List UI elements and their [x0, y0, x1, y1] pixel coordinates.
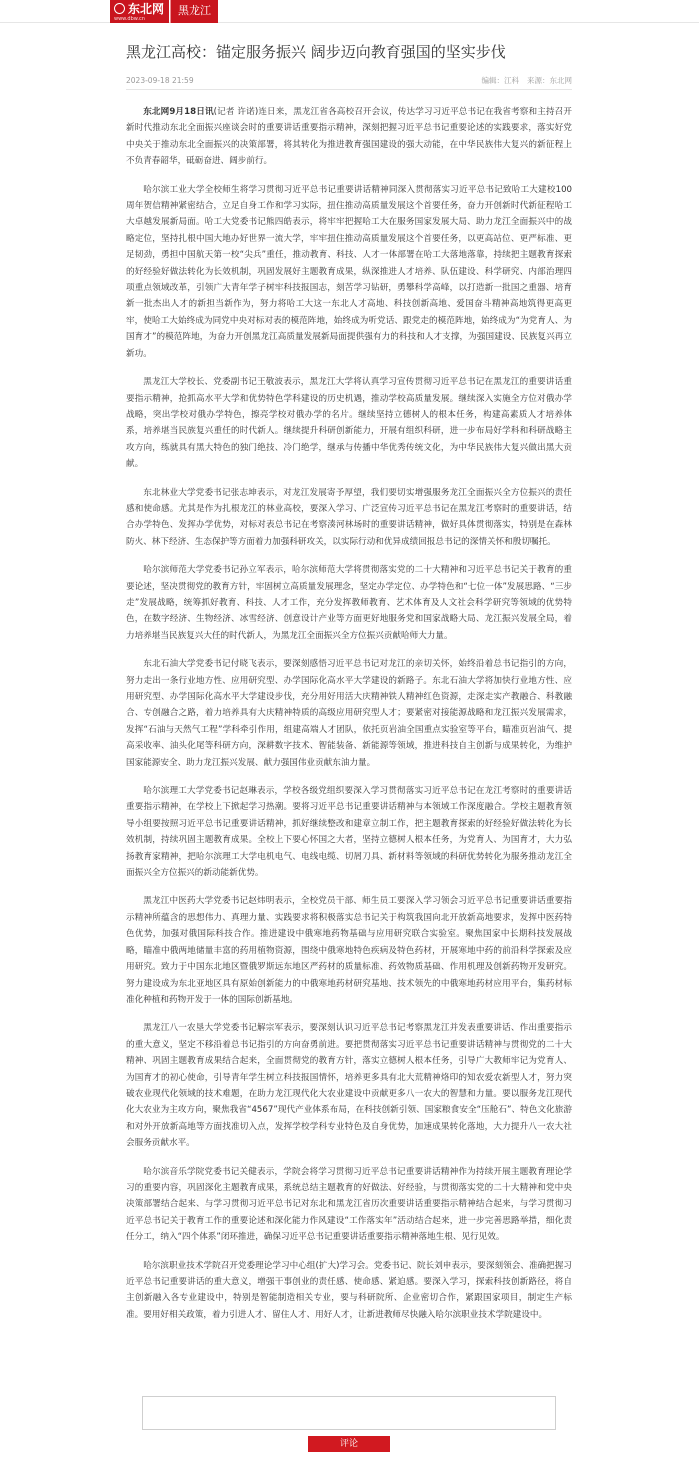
paragraph-text: (记者 许诺)连日来，黑龙江省各高校召开会议，传达学习习近平总书记在我省考察和主持召开新时代推动东北全面振兴座谈会时的重要讲话重要指示精神，深刻把握习近平总书记重要论述的实践要求，落实好党中央关于推动东北全面振兴的决策部署，将其转化为推进教育强国建设的强大动能，在中华民族伟大复兴的新征程上不负青春韶华，砥砺奋进、阔步前行。 — [126, 107, 572, 167]
article-paragraph: 东北林业大学党委书记张志坤表示，对龙江发展寄予厚望，我们要切实增强服务龙江全面振兴全方位振兴的责任感和使命感。尤其是作为扎根龙江的林业高校，要深入学习、广泛宣传习近平总书记在黑龙江考察时的重要讲话，结合办学特色、发挥办学优势，对标对表总书记在考察湊河林场时的重要讲话精神，做好具体贯彻落实，特别是在森林防火、林下经济、生态保护等方面着力加强科研攻关，以实际行动和优异成绩回报总书记的深情关怀和殷切嘱托。 — [126, 487, 572, 547]
channel-tab-heilongjiang[interactable]: 黑龙江 — [170, 0, 218, 23]
comment-submit-button[interactable]: 评论 — [308, 1436, 390, 1452]
dateline: 东北网9月18日讯 — [143, 107, 214, 117]
comment-input[interactable] — [142, 1396, 556, 1430]
article-paragraph: 哈尔滨工业大学全校师生将学习贯彻习近平总书记重要讲话精神同深入贯彻落实习近平总书记致哈工大建校100周年贺信精神紧密结合，立足自身工作和学习实际，扭住推动高质量发展这个首要任务，奋力开创新时代新征程哈工大卓越发展新局面。哈工大党委书记熊四皓表示，将牢牢把握哈工大在服务国家发展大局、助力龙江全面振兴中的战略定位，坚持扎根中国大地办好世界一流大学，牢牢扭住推动高质量发展这个首要任务，以更高站位、更严标准、更足韧劲，勇担中国航天第一校“尖兵”重任，推动教育、科技、人才一体部署在哈工大落地落靠，持续把主题教育探索的好经验好做法转化为长效机制，巩固发展好主题教育成果，纵深推进人才培养、队伍建设、科学研究、内部治理四项重点领域改革，引领广大青年学子树牢科技报国志，刻苦学习钻研，勇攀科学高峰，以打造新一批国之重器、培育新一批杰出人才的新担当新作为，努力将哈工大这一东北人才高地、科技创新高地、爱国奋斗精神高地筑得更高更牢，使哈工大始终成为同党中央对标对表的模范阵地，始终成为听党话、跟党走的模范阵地，始终成为“为党育人、为国育才”的模范阵地，为奋力开创黑龙江高质量发展新局面提供强有力的科技和人才支撑，为强国建设、民族复兴再立新功。 — [126, 184, 572, 359]
logo-text: 东北网 — [128, 2, 165, 16]
article-title: 黑龙江高校：锚定服务振兴 阔步迈向教育强国的坚实步伐 — [126, 43, 506, 61]
article-meta — [126, 72, 572, 90]
article — [126, 40, 572, 1335]
article-paragraph: 黑龙江大学校长、党委副书记王敬波表示，黑龙江大学将认真学习宣传贯彻习近平总书记在黑龙江的重要讲话重要指示精神，抢抓高水平大学和优势特色学科建设的历史机遇，推动学校高质量发展。继续深入实施全方位对俄办学战略，突出学校对俄办学特色，擦亮学校对俄办学的名片。继续坚持立德树人的根本任务，构建高素质人才培养体系，培养堪当民族复兴重任的时代新人。继续提升科研创新能力，开展有组织科研，进一步布局好学科和科研战略主攻方向，练就具有黑大特色的独门绝技、冷门绝学，继承与传播中华优秀传统文化，为中华民族伟大复兴做出黑大贡献。 — [126, 377, 572, 470]
publish-datetime: 2023-09-18 21:59 — [126, 76, 194, 85]
globe-icon — [114, 3, 125, 14]
article-paragraph: 哈尔滨理工大学党委书记赵琳表示，学校各级党组织要深入学习贯彻落实习近平总书记在龙江考察时的重要讲话重要指示精神，在学校上下掀起学习热潮。要将习近平总书记重要讲话精神与本领域工作深度融合。学校主题教育领导小组要按照习近平总书记重要讲话精神，抓好继续整改和建章立制工作，把主题教育探索的好经验好做法转化为长效机制，持续巩固主题教育成果。全校上下要心怀国之大者，坚持立德树人根本任务，为党育人、为国育才，大力弘扬教育家精神，把哈尔滨理工大学电机电气、电线电缆、切屑刀具、新材料等领域的科研优势转化为服务推动龙江全面振兴全方位振兴的新动能新优势。 — [126, 786, 572, 879]
article-paragraph — [126, 104, 572, 170]
article-paragraph: 哈尔滨职业技术学院召开党委理论学习中心组(扩大)学习会。党委书记、院长刘申表示，要深刻领会、准确把握习近平总书记重要讲话的重大意义，增强干事创业的责任感、使命感、紧迫感。要深入学习，探索科技创新路径，将自主创新融入各专业建设中，特别是智能制造相关专业，要与科研院所、企业密切合作，紧跟国家项目，制定生产标准。要用好相关政策，着力引进人才、留住人才、用好人才，让新进教师尽快融入哈尔滨职业技术学院建设中。 — [126, 1260, 572, 1320]
article-body — [126, 104, 572, 1323]
meta-right — [482, 72, 573, 90]
top-bar — [0, 0, 699, 23]
site-logo[interactable] — [110, 0, 169, 23]
source-label: 来源：东北网 — [527, 76, 572, 85]
editor-label: 编辑：江科 — [481, 76, 519, 85]
article-paragraph: 黑龙江中医药大学党委书记赵炜明表示，全校党员干部、师生员工要深入学习领会习近平总书记重要讲话重要指示精神所蕴含的思想伟力、真理力量、实践要求将积极落实总书记关于构筑我国向北开放新高地要求，发挥中医药特色优势，加强对俄国际科技合作。推进建设中俄寒地药物基础与应用研究联合实验室。聚焦国家中长期科技发展战略，瞄准中俄两地储量丰富的药用植物资源，围绕中俄寒地特色疾病及特色药材，开展寒地中药的前沿科学探索及应用研究。致力于中国东北地区暨俄罗斯远东地区严药材的质量标准、药效物质基础、作用机理及创新药物开发研究。努力建设成为东北亚地区具有原始创新能力的中俄寒地药材研究基地、技术领先的中俄寒地药材应用平台，集药材标准化种植和药物开发于一体的国际创新基地。 — [126, 896, 572, 1005]
article-paragraph: 哈尔滨师范大学党委书记孙立军表示，哈尔滨师范大学将贯彻落实党的二十大精神和习近平总书记关于教育的重要论述，坚决贯彻党的教育方针，牢固树立高质量发展理念，坚定办学定位、办学特色和“七位一体”发展思路、“三步走”发展战略，统筹抓好教育、科技、人才工作，充分发挥教师教育、艺术体育及人文社会科学研究等领域的优势特色，在数字经济、生物经济、冰雪经济、创意设计产业等方面更好地服务党和国家战略大局、龙江振兴发展全局，着力培养堪当民族复兴大任的时代新人，为黑龙江全面振兴全方位振兴贡献哈师大力量。 — [126, 565, 572, 641]
article-paragraph: 东北石油大学党委书记付晓飞表示，要深刻感悟习近平总书记对龙江的亲切关怀，始终沿着总书记指引的方向，努力走出一条行业地方性、应用研究型、办学国际化高水平大学建设的新路子。东北石油大学将加快行业地方性、应用研究型、办学国际化高水平大学建设步伐，充分用好用活大庆精神铁人精神红色资源，走深走实产教融合、科教融合、专创融合之路，着力培养具有大庆精神特质的高级应用研究型人才；要紧密对接能源战略和龙江振兴发展需求，发挥“石油与天然气工程”学科牵引作用，组建高端人才团队，依托页岩油全国重点实验室等平台，瞄准页岩油气、提高采收率、油头化尾等科研方向，深耕数字技术、智能装备、新能源等领域，推进科技自主创新与成果转化，为维护国家能源安全、助力龙江振兴发展、献力强国伟业贡献东油力量。 — [126, 659, 572, 768]
article-paragraph: 哈尔滨音乐学院党委书记关健表示，学院会将学习贯彻习近平总书记重要讲话精神作为持续开展主题教育理论学习的重要内容，巩固深化主题教育成果，系统总结主题教育的好做法、好经验，与贯彻落实党的二十大精神和党中央决策部署结合起来、与学习贯彻习近平总书记对东北和黑龙江省历次重要讲话重要指示精神结合起来，与学习贯彻习近平总书记关于教育工作的重要论述和深化能力作风建设“工作落实年”活动结合起来，进一步完善思路举措，细化责任分工，纳入“四个体系”闭环推进，确保习近平总书记重要讲话重要指示精神落地生根、见行见效。 — [126, 1166, 572, 1243]
article-paragraph: 黑龙江八一农垦大学党委书记解宗军表示，要深刻认识习近平总书记考察黑龙江并发表重要讲话、作出重要指示的重大意义，坚定不移沿着总书记指引的方向奋勇前进。要把贯彻落实习近平总书记重要讲话精神与贯彻党的二十大精神、巩固主题教育成果结合起来，全面贯彻党的教育方针，落实立德树人根本任务，引导广大教师牢记为党育人、为国育才的初心使命，引导青年学生树立科技报国情怀，培养更多具有北大荒精神烙印的知农爱农新型人才，努力突破农业现代化领域的技术难题，在助力龙江现代化大农业建设中贡献更多八一农大的智慧和力量。要以服务龙江现代化大农业为主攻方向，聚焦我省“4567”现代产业体系布局，在科技创新引领、国家粮食安全“压舱石”、特色文化旅游和对外开放新高地等方面找准切入点，发挥学校学科专业特色及自身优势，加速成果转化落地，大力提升八一农大社会服务贡献水平。 — [126, 1023, 572, 1149]
logo-subtext: www.dbw.cn — [114, 16, 145, 22]
